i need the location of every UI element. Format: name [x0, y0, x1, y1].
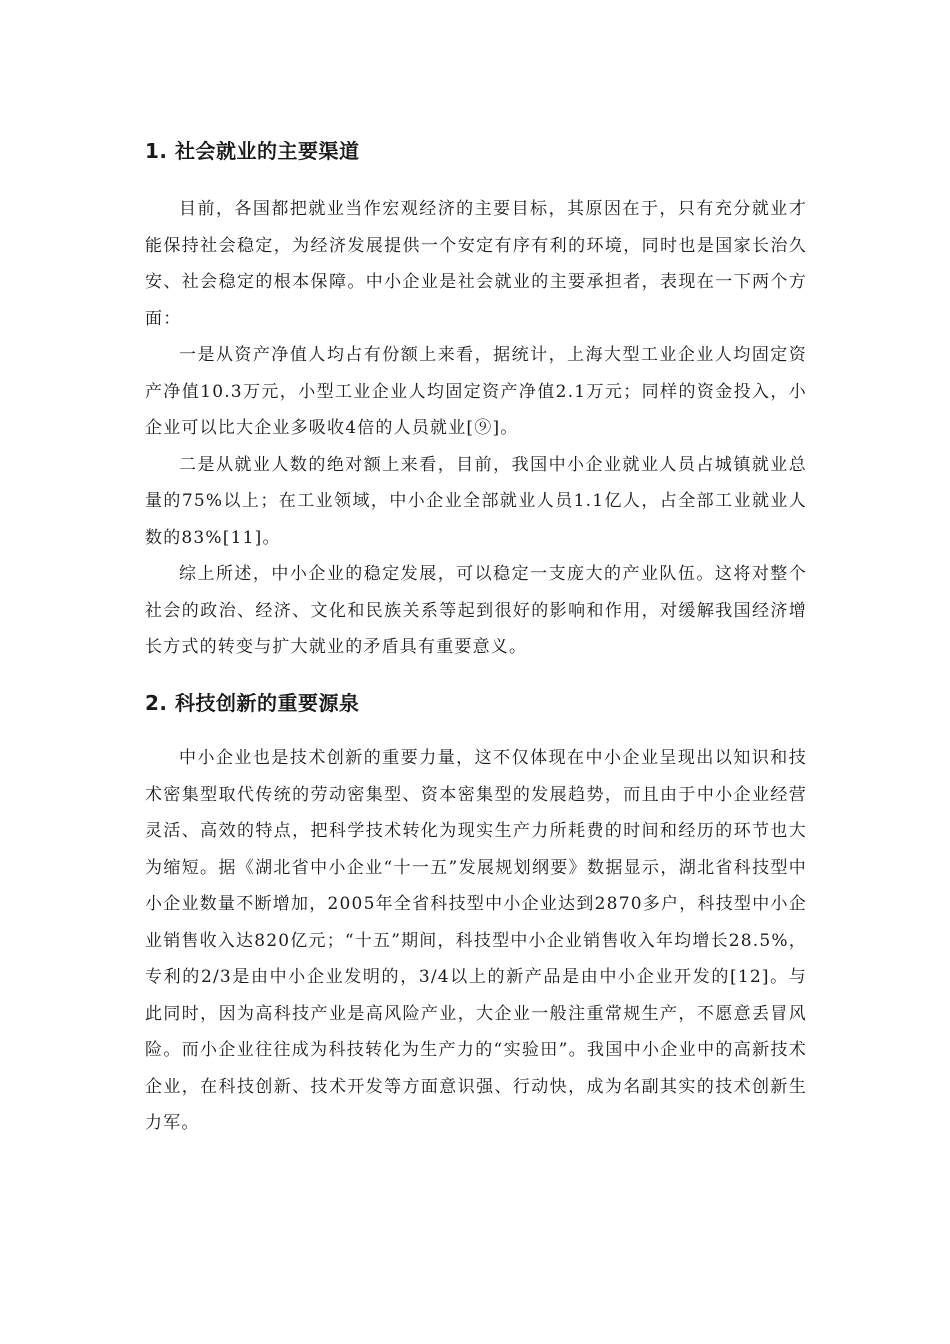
paragraph: 中小企业也是技术创新的重要力量，这不仅体现在中小企业呈现出以知识和技术密集型取代传统的劳动密集型、资本密集型的发展趋势，而且由于中小企业经营灵活、高效的特点，把科学技术转化为现实生产力所耗费的时间和经历的环节也大为缩短。据《湖北省中小企业“十一五”发展规划纲要》数据显示，湖北省科技型中小企业数量不断增加，2005年全省科技型中小企业达到2870多户，科技型中小企业销售收入达820亿元；“十五”期间，科技型中小企业销售收入年均增长28.5%，专利的2/3是由中小企业发明的，3/4以上的新产品是由中小企业开发的[12]。与此同时，因为高科技产业是高风险产业，大企业一般注重常规生产，不愿意丢冒风险。而小企业往往成为科技转化为生产力的“实验田”。我国中小企业中的高新技术企业，在科技创新、技术开发等方面意识强、行动快，成为名副其实的技术创新生力军。: [145, 748, 807, 1133]
paragraph: 二是从就业人数的绝对额上来看，目前，我国中小企业就业人员占城镇就业总量的75%以上；在工业领域，中小企业全部就业人员1.1亿人，占全部工业就业人数的83%[11]。: [145, 454, 807, 548]
paragraph: 目前，各国都把就业当作宏观经济的主要目标，其原因在于，只有充分就业才能保持社会稳定，为经济发展提供一个安定有序有利的环境，同时也是国家长治久安、社会稳定的根本保障。中小企业是社会就业的主要承担者，表现在一下两个方面：: [145, 199, 807, 329]
paragraph: 综上所述，中小企业的稳定发展，可以稳定一支庞大的产业队伍。这将对整个社会的政治、经济、文化和民族关系等起到很好的影响和作用，对缓解我国经济增长方式的转变与扩大就业的矛盾具有重要意义。: [145, 564, 807, 657]
section-heading-employment: 1. 社会就业的主要渠道: [145, 139, 360, 163]
section-heading-innovation: 2. 科技创新的重要源泉: [145, 691, 360, 715]
section-body-innovation: [145, 740, 807, 1142]
section-body-employment: [145, 191, 807, 666]
paragraph: 一是从资产净值人均占有份额上来看，据统计，上海大型工业企业人均固定资产净值10.3万元，小型工业企业人均固定资产净值2.1万元；同样的资金投入，小企业可以比大企业多吸收4倍的人员就业[⑨]。: [145, 345, 807, 438]
